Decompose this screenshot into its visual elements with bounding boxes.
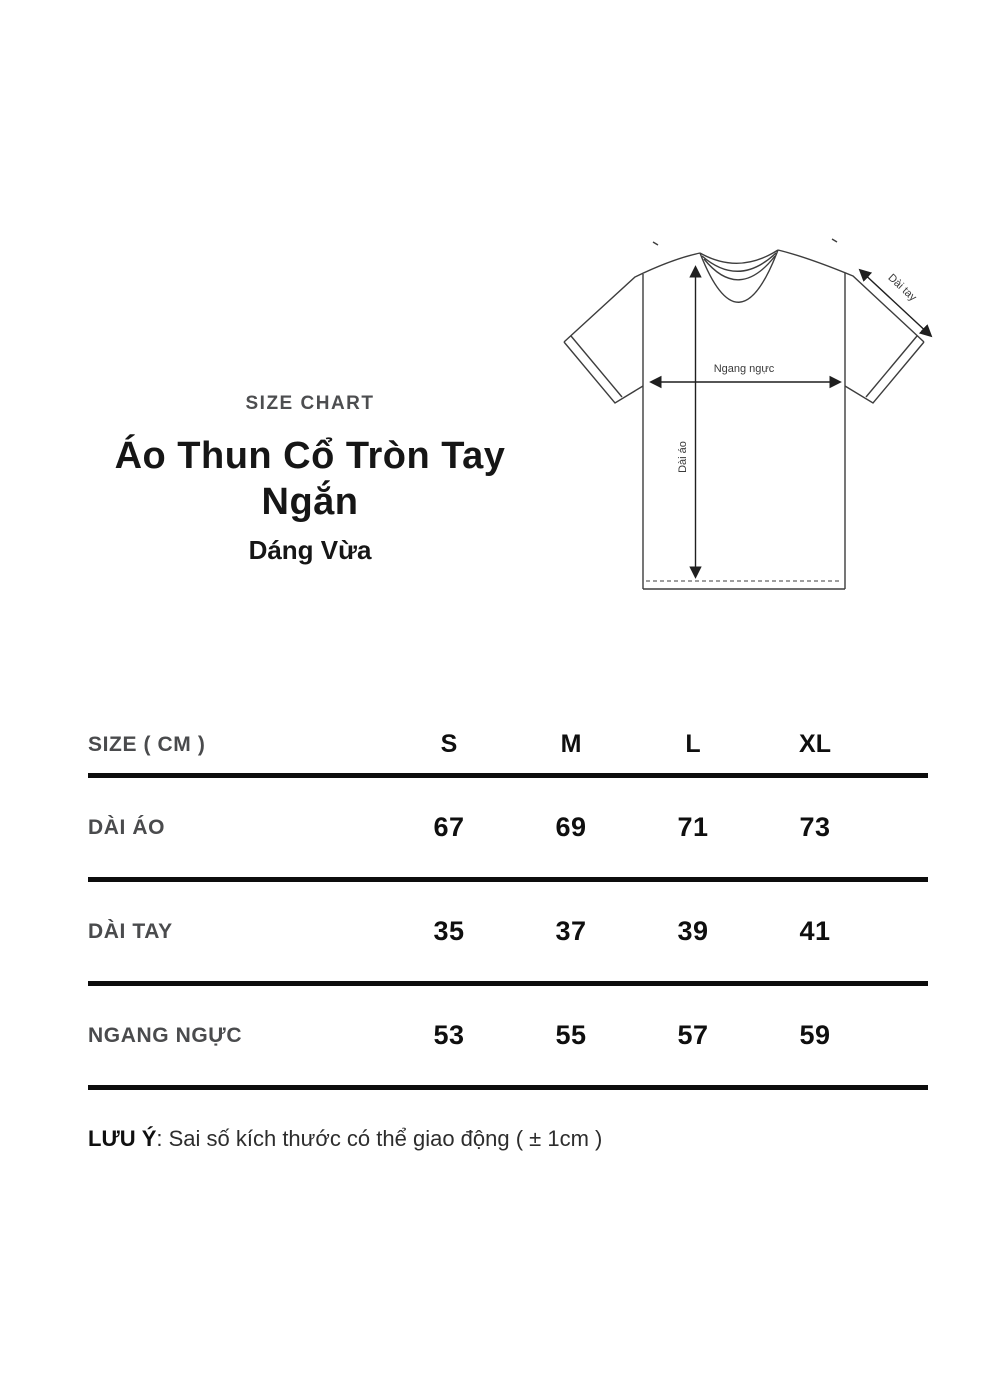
- size-col-s: S: [440, 730, 458, 758]
- note-text: : Sai số kích thước có thể giao động ( ± 1cm ): [156, 1126, 603, 1151]
- size-table-header-row: [88, 716, 928, 778]
- chest-width-label: Ngang ngực: [713, 363, 775, 375]
- cell-value: 59: [799, 1020, 831, 1050]
- cell-value: 69: [555, 812, 587, 842]
- cell-value: 53: [433, 1020, 465, 1050]
- cell-value: 55: [555, 1020, 587, 1050]
- cell-value: 71: [677, 812, 709, 842]
- row-label: DÀI TAY: [88, 919, 173, 943]
- cell-value: 57: [677, 1020, 709, 1050]
- tshirt-measurement-diagram: [540, 220, 970, 620]
- size-col-m: M: [560, 730, 582, 758]
- cell-value: 67: [433, 812, 465, 842]
- table-row-chest-width: [88, 986, 928, 1090]
- eyebrow-label: SIZE CHART: [245, 393, 375, 414]
- shirt-length-label: Dài áo: [677, 441, 689, 473]
- page-title: Áo Thun Cổ Tròn Tay Ngắn: [114, 435, 506, 523]
- size-col-l: L: [685, 730, 701, 758]
- row-label: NGANG NGỰC: [88, 1023, 243, 1047]
- title-block: [65, 393, 555, 565]
- size-col-xl: XL: [799, 730, 831, 758]
- cell-value: 73: [799, 812, 831, 842]
- size-unit-label: SIZE ( CM ): [88, 732, 206, 756]
- note-prefix: LƯU Ý: [88, 1126, 157, 1151]
- row-label: DÀI ÁO: [88, 815, 166, 839]
- cell-value: 37: [555, 916, 587, 946]
- cell-value: 35: [433, 916, 465, 946]
- cell-value: 41: [799, 916, 831, 946]
- table-row-shirt-length: [88, 778, 928, 882]
- tolerance-note: [88, 1126, 602, 1152]
- size-table: [88, 716, 928, 1090]
- cell-value: 39: [677, 916, 709, 946]
- tshirt-outline: [564, 239, 924, 589]
- fit-subtitle: Dáng Vừa: [248, 535, 372, 565]
- table-row-sleeve-length: [88, 882, 928, 986]
- sleeve-length-label: Dài tay: [885, 271, 919, 304]
